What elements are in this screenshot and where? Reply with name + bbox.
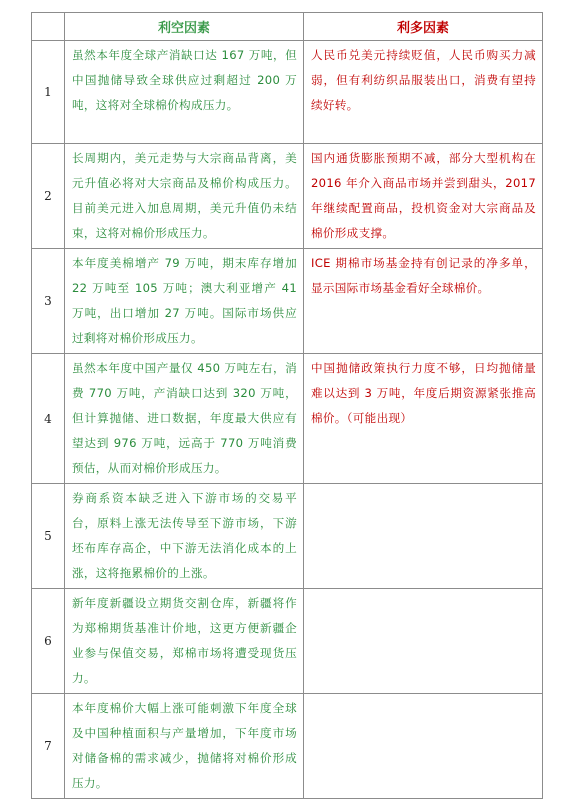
row-number: 7 <box>32 694 65 799</box>
bullish-factor-cell: 国内通货膨胀预期不减，部分大型机构在 2016 年介入商品市场并尝到甜头，2017 年继续配置商品，投机资金对大宗商品及棉价形成支撑。 <box>304 144 543 249</box>
bearish-factor-cell: 长周期内，美元走势与大宗商品背离，美元升值必将对大宗商品及棉价构成压力。目前美元进入加息周期，美元升值仍未结束，这将对棉价形成压力。 <box>65 144 304 249</box>
table-row <box>32 589 543 694</box>
bullish-factors-header: 利多因素 <box>304 13 543 41</box>
table-row <box>32 144 543 249</box>
row-number: 4 <box>32 354 65 484</box>
bearish-factor-cell: 虽然本年度全球产消缺口达 167 万吨，但中国抛储导致全球供应过剩超过 200 万吨，这将对全球棉价构成压力。 <box>65 41 304 144</box>
table-row <box>32 249 543 354</box>
bearish-factor-cell: 券商系资本缺乏进入下游市场的交易平台，原料上涨无法传导至下游市场，下游坯布库存高企，中下游无法消化成本的上涨，这将拖累棉价的上涨。 <box>65 484 304 589</box>
row-number: 6 <box>32 589 65 694</box>
bullish-factor-cell <box>304 694 543 799</box>
bearish-factor-cell: 本年度棉价大幅上涨可能刺激下年度全球及中国种植面积与产量增加，下年度市场对储备棉的需求减少，抛储将对棉价形成压力。 <box>65 694 304 799</box>
table-row <box>32 484 543 589</box>
bullish-factor-cell: ICE 期棉市场基金持有创记录的净多单，显示国际市场基金看好全球棉价。 <box>304 249 543 354</box>
bullish-factor-cell <box>304 589 543 694</box>
row-number: 1 <box>32 41 65 144</box>
index-header <box>32 13 65 41</box>
bullish-factor-cell: 中国抛储政策执行力度不够，日均抛储量难以达到 3 万吨，年度后期资源紧张推高棉价。（可能出现） <box>304 354 543 484</box>
row-number: 3 <box>32 249 65 354</box>
bullish-factor-cell <box>304 484 543 589</box>
header-row <box>32 13 543 41</box>
bearish-factor-cell: 虽然本年度中国产量仅 450 万吨左右，消费 770 万吨，产消缺口达到 320 万吨，但计算抛储、进口数据，年度最大供应有望达到 976 万吨，远高于 770 万吨消费预估，从而对棉价形成压力。 <box>65 354 304 484</box>
bearish-factors-header: 利空因素 <box>65 13 304 41</box>
bearish-factor-cell: 新年度新疆设立期货交割仓库，新疆将作为郑棉期货基准计价地，这更方便新疆企业参与保值交易，郑棉市场将遭受现货压力。 <box>65 589 304 694</box>
bullish-factor-cell: 人民币兑美元持续贬值，人民币购买力减弱，但有利纺织品服装出口，消费有望持续好转。 <box>304 41 543 144</box>
table-row <box>32 694 543 799</box>
table-row <box>32 41 543 144</box>
table-row <box>32 354 543 484</box>
row-number: 2 <box>32 144 65 249</box>
factor-table <box>31 12 543 799</box>
row-number: 5 <box>32 484 65 589</box>
bearish-factor-cell: 本年度美棉增产 79 万吨，期末库存增加 22 万吨至 105 万吨；澳大利亚增产 41 万吨，出口增加 27 万吨。国际市场供应过剩将对棉价形成压力。 <box>65 249 304 354</box>
